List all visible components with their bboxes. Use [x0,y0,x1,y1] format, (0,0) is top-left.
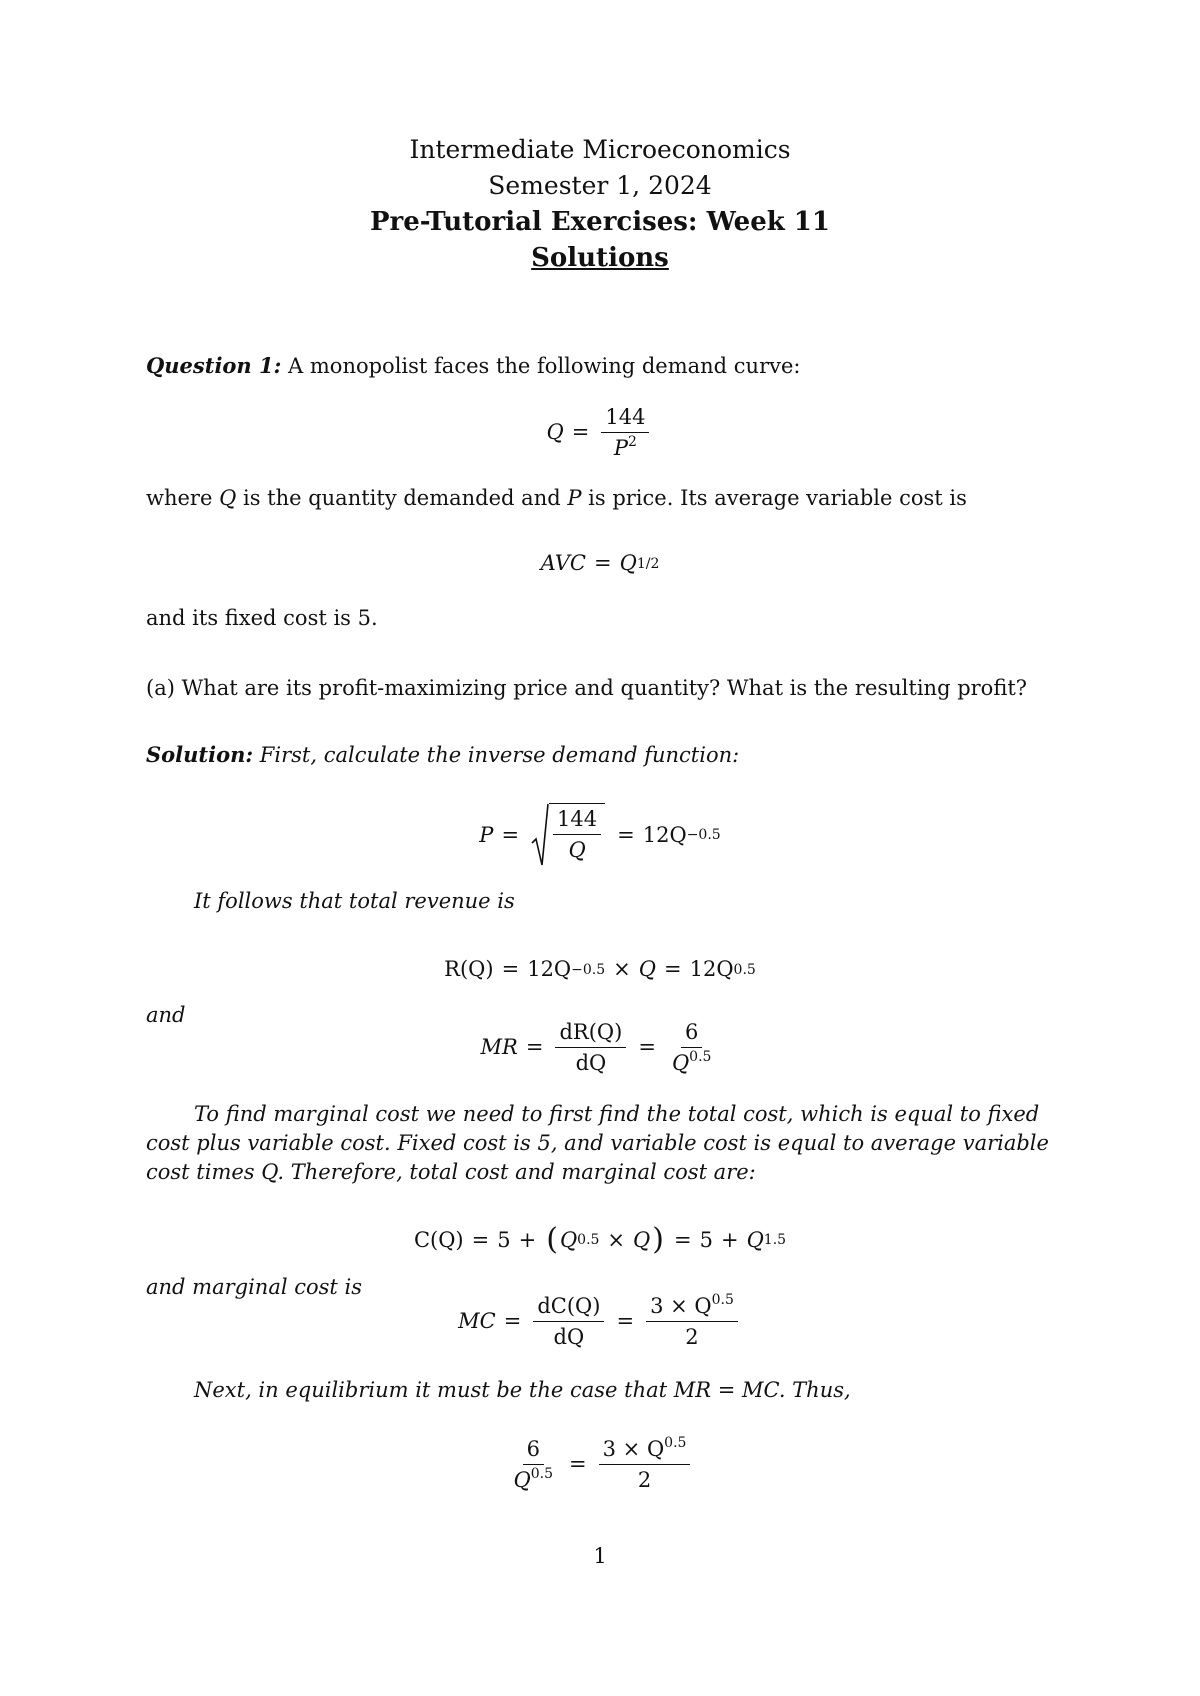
fixed-cost-text: and its fixed cost is 5. [146,606,378,630]
course-title: Intermediate Microeconomics [409,135,791,164]
document-header [0,132,1200,276]
inverse-demand-equation: P = $\frac{144}{Q}$ = 12Q −0.5 [0,803,1200,867]
semester-label: Semester 1, 2024 [488,171,712,200]
solution-intro: Solution: First, calculate the inverse demand function: [146,742,740,767]
question-1-text: A monopolist faces the following demand curve: [281,354,801,378]
mr-equation: MR = $\frac{dR(Q)}{dQ}$ = $\frac{6}{Q^{0.5}}$ [480,1020,712,1075]
revenue-equation: R(Q) = 12Q −0.5 × Q = 12Q 0.5 [444,957,756,981]
and-text: and [146,1003,186,1027]
part-a-question: (a) What are its profit-maximizing price and quantity? What is the resulting profit? [146,676,1028,700]
solution-label: Solution: [146,742,254,767]
square-root: $\frac{144}{Q}$ [531,803,605,867]
where-text: where Q is the quantity demanded and P is price. Its average variable cost is [146,486,967,510]
solutions-heading: Solutions [531,243,669,273]
question-1-label: Question 1: [146,353,282,378]
avc-equation: AVC = Q 1/2 [540,551,660,575]
equilibrium-equation: $\frac{6}{Q^{0.5}}$ = $\frac{3 \times Q^{0.5}}{2}$ [0,1437,1200,1492]
cost-equation: C(Q) = 5 + ( Q 0.5 × Q ) = 5 + Q 1.5 [413,1222,787,1257]
cost-explanation: To find marginal cost we need to first find the total cost, which is equal to fixed cost plus variable cost. Fixed cost is 5, and variable cost is equal to average variable cost times Q. Therefore, total cost and marginal cost are: [146,1102,1049,1184]
page-number: 1 [593,1544,607,1568]
question-1-intro [146,351,1066,381]
equilibrium-text: Next, in equilibrium it must be the case that MR = MC. Thus, [194,1378,851,1402]
mc-equation: MC = $\frac{dC(Q)}{dQ}$ = $\frac{3 \times Q^{0.5}}{2}$ [0,1294,1200,1349]
demand-equation: Q = $\frac{144}{P^2}$ [0,405,1200,460]
exercise-title: Pre-Tutorial Exercises: Week 11 [370,207,830,237]
mc-text: and marginal cost is [146,1275,363,1299]
revenue-text: It follows that total revenue is [194,889,515,913]
